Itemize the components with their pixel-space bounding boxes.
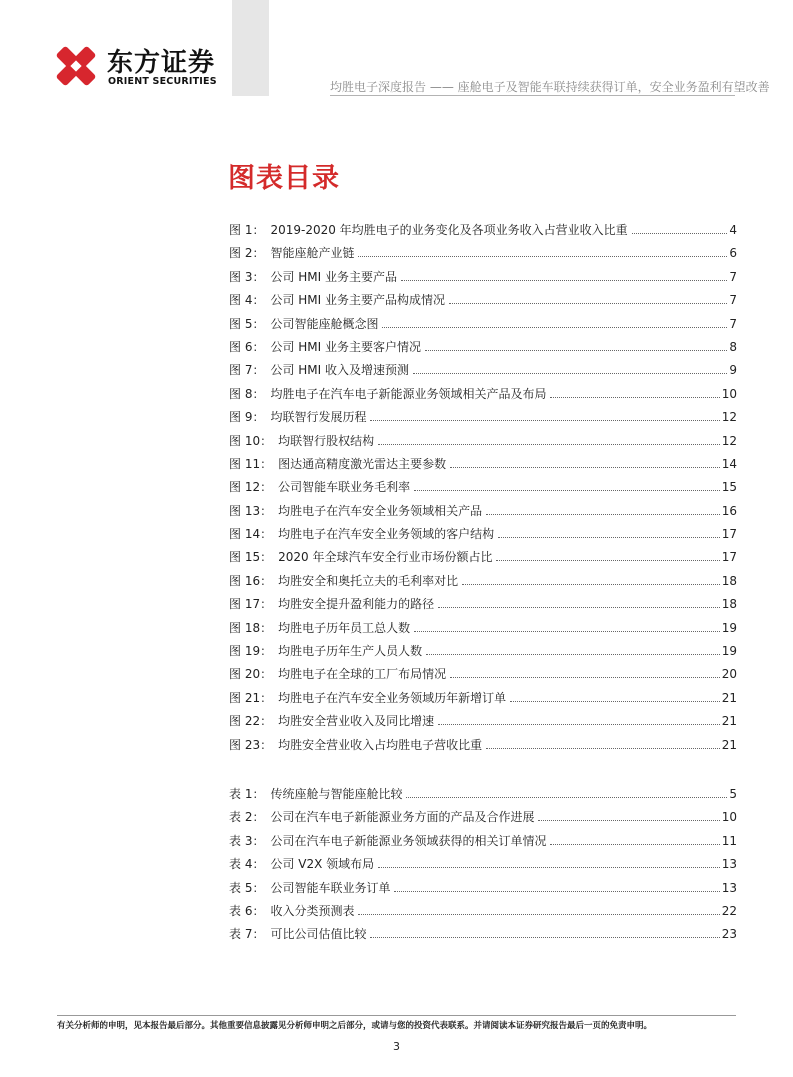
figure-entry-text: 公司智能车联业务毛利率 <box>278 480 411 495</box>
figure-entry-text: 公司 HMI 业务主要客户情况 <box>270 339 421 354</box>
figure-entry-page: 10 <box>721 386 737 401</box>
table-entry-dot-leader <box>370 937 719 938</box>
figure-entry-label: 图 5： <box>229 316 265 331</box>
figure-entry-page: 7 <box>729 269 737 284</box>
figure-entry-text: 公司 HMI 业务主要产品构成情况 <box>270 293 445 308</box>
figure-entry[interactable] <box>229 548 737 571</box>
brand-name-cn: 东方证券 <box>107 48 216 78</box>
report-title: 均胜电子深度报告 —— 座舱电子及智能车联持续获得订单，安全业务盈利有望改善 <box>330 80 770 94</box>
figure-entry-text: 2019-2020 年均胜电子的业务变化及各项业务收入占营业收入比重 <box>270 223 628 237</box>
figure-entry[interactable] <box>229 315 737 338</box>
figure-entry-text: 均胜安全和奥托立夫的毛利率对比 <box>278 573 459 588</box>
table-entry-label: 表 3： <box>229 833 265 848</box>
figure-entry-page: 6 <box>729 246 737 261</box>
figure-entry-text: 均胜电子在汽车电子新能源业务领域相关产品及布局 <box>270 386 547 401</box>
table-entry-text: 公司 V2X 领域布局 <box>270 857 375 872</box>
figure-entry-page: 17 <box>721 527 737 542</box>
figure-entry-page: 21 <box>721 714 737 729</box>
figure-entry-text: 均联智行发展历程 <box>270 410 367 425</box>
table-entry-page: 5 <box>729 787 737 801</box>
figure-entry-page: 9 <box>729 363 737 378</box>
figure-entry[interactable] <box>229 244 737 267</box>
figure-entry-label: 图 17： <box>229 597 273 612</box>
figure-entry-label: 图 10： <box>229 433 273 448</box>
figure-entry[interactable] <box>229 408 737 431</box>
figure-entry-dot-leader <box>462 584 720 585</box>
table-entry-page: 13 <box>721 857 737 872</box>
table-entry[interactable] <box>229 879 737 902</box>
figure-entry-text: 智能座舱产业链 <box>270 246 355 261</box>
figure-entry-label: 图 8： <box>229 386 265 401</box>
figure-entry-page: 20 <box>721 667 737 682</box>
figure-entry-page: 18 <box>721 597 737 612</box>
figure-entry[interactable] <box>229 572 737 595</box>
table-entry-label: 表 4： <box>229 857 265 872</box>
footer-divider <box>57 1015 736 1016</box>
table-entry-dot-leader <box>394 891 719 892</box>
figure-entry-page: 18 <box>721 573 737 588</box>
table-entry-dot-leader <box>406 797 727 798</box>
figure-entry-label: 图 20： <box>229 667 273 682</box>
figure-entry-page: 19 <box>721 620 737 635</box>
figure-entry-dot-leader <box>370 420 719 421</box>
table-list <box>229 785 737 949</box>
figure-entry[interactable] <box>229 642 737 665</box>
table-entry-text: 可比公司估值比较 <box>270 927 367 942</box>
figure-entry-dot-leader <box>510 701 720 702</box>
figure-entry-page: 19 <box>721 644 737 659</box>
figure-entry-dot-leader <box>438 607 720 608</box>
figure-entry-dot-leader <box>413 373 727 374</box>
figure-entry-dot-leader <box>450 467 720 468</box>
figure-entry-dot-leader <box>414 490 720 491</box>
figure-entry-label: 图 1： <box>229 223 265 237</box>
table-entry-text: 收入分类预测表 <box>270 903 355 918</box>
table-entry[interactable] <box>229 832 737 855</box>
orient-securities-logo-icon <box>52 42 100 90</box>
table-entry[interactable] <box>229 855 737 878</box>
figure-entry[interactable] <box>229 689 737 712</box>
header-grey-tab <box>232 0 269 96</box>
page-number: 3 <box>393 1040 400 1053</box>
figure-entry-page: 12 <box>721 410 737 425</box>
table-entry-label: 表 6： <box>229 903 265 918</box>
figure-entry-page: 7 <box>729 293 737 308</box>
table-entry-label: 表 5： <box>229 880 265 895</box>
figure-entry-label: 图 7： <box>229 363 265 378</box>
figure-entry-label: 图 12： <box>229 480 273 495</box>
table-entry[interactable] <box>229 808 737 831</box>
figure-entry-label: 图 13： <box>229 503 273 518</box>
figure-entry-dot-leader <box>496 560 719 561</box>
figure-entry-label: 图 14： <box>229 527 273 542</box>
figure-entry-dot-leader <box>486 514 720 515</box>
figure-entry-text: 均胜安全营业收入及同比增速 <box>278 714 435 729</box>
figure-entry-page: 17 <box>721 550 737 565</box>
table-entry-text: 公司在汽车电子新能源业务领域获得的相关订单情况 <box>270 833 547 848</box>
table-entry-label: 表 1： <box>229 787 265 801</box>
figure-entry-text: 均胜电子在汽车安全业务领域相关产品 <box>278 503 483 518</box>
table-entry-text: 公司在汽车电子新能源业务方面的产品及合作进展 <box>270 810 535 825</box>
figure-entry[interactable] <box>229 361 737 384</box>
figure-entry-page: 12 <box>721 433 737 448</box>
figure-entry-label: 图 3： <box>229 269 265 284</box>
figure-entry-label: 图 15： <box>229 550 273 565</box>
figure-entry-text: 均胜电子在汽车安全业务领域历年新增订单 <box>278 690 507 705</box>
figure-entry-label: 图 2： <box>229 246 265 261</box>
figure-entry[interactable] <box>229 338 737 361</box>
table-entry[interactable] <box>229 902 737 925</box>
figure-entry-text: 图达通高精度激光雷达主要参数 <box>278 456 447 471</box>
figure-entry-dot-leader <box>438 724 720 725</box>
figure-entry-page: 21 <box>721 690 737 705</box>
header-divider <box>330 95 735 96</box>
figure-entry-label: 图 23： <box>229 737 273 752</box>
figure-entry-text: 均胜电子在全球的工厂布局情况 <box>278 667 447 682</box>
figure-entry-dot-leader <box>632 233 728 234</box>
table-entry-label: 表 7： <box>229 927 265 942</box>
figure-entry-text: 均胜安全营业收入占均胜电子营收比重 <box>278 737 483 752</box>
table-entry-dot-leader <box>538 820 719 821</box>
table-entry[interactable] <box>229 785 737 808</box>
brand-name-en: ORIENT SECURITIES <box>108 76 217 87</box>
figure-entry-dot-leader <box>414 631 720 632</box>
figure-entry-label: 图 6： <box>229 339 265 354</box>
figure-entry-label: 图 21： <box>229 690 273 705</box>
figure-entry[interactable] <box>229 595 737 618</box>
figure-entry[interactable] <box>229 385 737 408</box>
figure-entry-page: 8 <box>729 339 737 354</box>
figure-entry[interactable] <box>229 478 737 501</box>
figure-entry-page: 15 <box>721 480 737 495</box>
figure-entry-label: 图 19： <box>229 644 273 659</box>
figure-entry-text: 公司 HMI 收入及增速预测 <box>270 363 409 378</box>
figure-entry-text: 2020 年全球汽车安全行业市场份额占比 <box>278 550 493 565</box>
figure-entry-label: 图 11： <box>229 456 273 471</box>
figure-entry-label: 图 9： <box>229 410 265 425</box>
figure-entry-dot-leader <box>550 397 719 398</box>
figure-entry[interactable] <box>229 221 737 244</box>
table-entry-text: 公司智能车联业务订单 <box>270 880 391 895</box>
figure-entry-text: 均胜电子在汽车安全业务领域的客户结构 <box>278 527 495 542</box>
figure-entry[interactable] <box>229 712 737 735</box>
figure-entry[interactable] <box>229 291 737 314</box>
figure-entry-dot-leader <box>378 444 720 445</box>
table-entry-dot-leader <box>358 914 719 915</box>
figure-entry[interactable] <box>229 665 737 688</box>
figure-entry[interactable] <box>229 619 737 642</box>
figure-entry-dot-leader <box>498 537 720 538</box>
page-title: 图表目录 <box>228 163 340 194</box>
figure-entry[interactable] <box>229 502 737 525</box>
figure-entry[interactable] <box>229 432 737 455</box>
figure-entry-dot-leader <box>449 303 727 304</box>
figure-entry-dot-leader <box>425 350 727 351</box>
table-entry-page: 22 <box>721 903 737 918</box>
figure-entry-dot-leader <box>486 748 720 749</box>
figure-entry-dot-leader <box>401 280 727 281</box>
figure-entry-page: 16 <box>721 503 737 518</box>
footer-disclaimer: 有关分析师的申明，见本报告最后部分。其他重要信息披露见分析师申明之后部分，或请与您的投资代表联系。并请阅读本证券研究报告最后一页的免责申明。 <box>57 1021 653 1031</box>
figure-entry-page: 14 <box>721 456 737 471</box>
figure-entry-text: 均胜电子历年生产人员人数 <box>278 644 423 659</box>
figure-entry-page: 4 <box>729 223 737 237</box>
figure-entry-text: 公司智能座舱概念图 <box>270 316 379 331</box>
figure-entry-page: 7 <box>729 316 737 331</box>
figure-entry[interactable] <box>229 736 737 759</box>
figure-entry[interactable] <box>229 268 737 291</box>
figure-entry-page: 21 <box>721 737 737 752</box>
table-entry-dot-leader <box>378 867 720 868</box>
figure-entry-text: 公司 HMI 业务主要产品 <box>270 269 397 284</box>
figure-entry-text: 均胜电子历年员工总人数 <box>278 620 411 635</box>
figure-entry[interactable] <box>229 455 737 478</box>
figure-list <box>229 221 737 759</box>
figure-entry-text: 均胜安全提升盈利能力的路径 <box>278 597 435 612</box>
figure-entry-label: 图 4： <box>229 293 265 308</box>
figure-entry[interactable] <box>229 525 737 548</box>
figure-entry-label: 图 18： <box>229 620 273 635</box>
table-entry-text: 传统座舱与智能座舱比较 <box>270 787 403 801</box>
table-entry-page: 23 <box>721 927 737 942</box>
table-entry[interactable] <box>229 925 737 948</box>
table-entry-page: 11 <box>721 833 737 848</box>
table-entry-dot-leader <box>550 844 719 845</box>
table-entry-label: 表 2： <box>229 810 265 825</box>
table-entry-page: 10 <box>721 810 737 825</box>
figure-entry-label: 图 16： <box>229 573 273 588</box>
figure-entry-dot-leader <box>450 677 720 678</box>
table-entry-page: 13 <box>721 880 737 895</box>
figure-entry-dot-leader <box>426 654 720 655</box>
figure-entry-text: 均联智行股权结构 <box>278 433 375 448</box>
figure-entry-label: 图 22： <box>229 714 273 729</box>
figure-entry-dot-leader <box>382 327 727 328</box>
figure-entry-dot-leader <box>358 256 727 257</box>
